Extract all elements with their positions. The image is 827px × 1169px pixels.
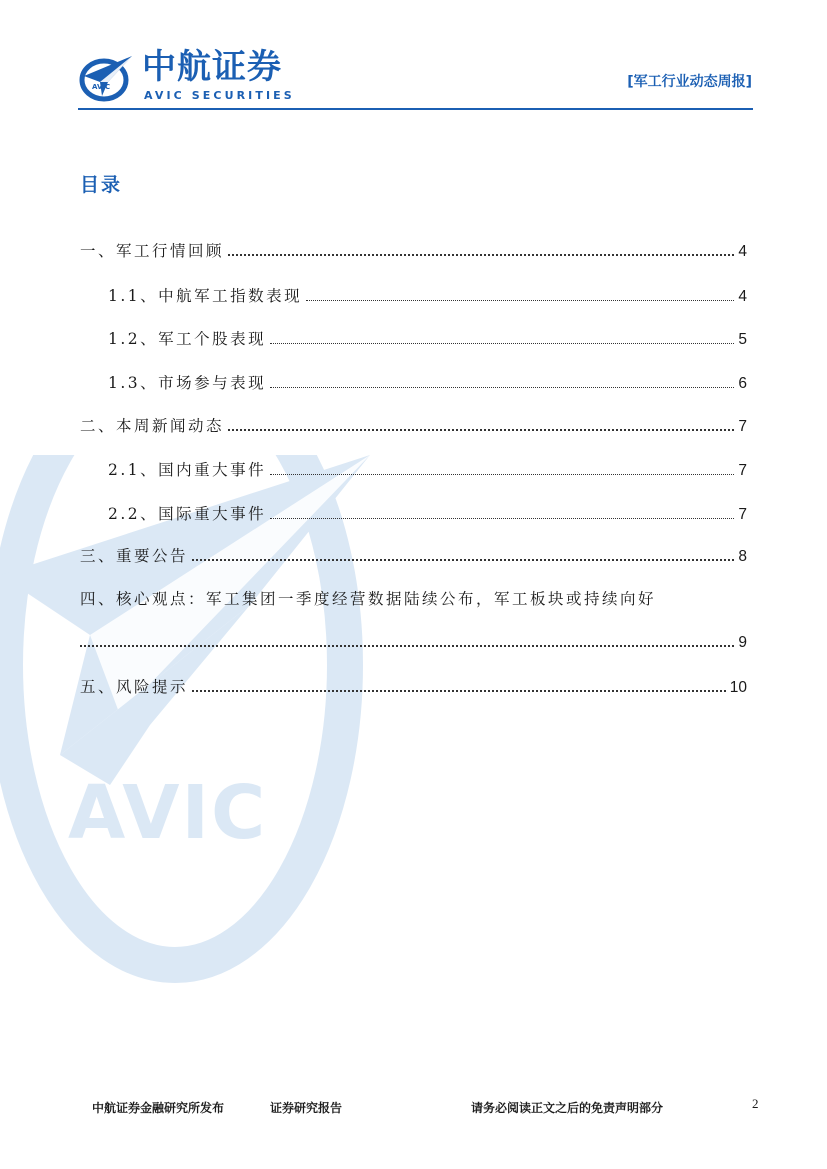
toc-leader — [270, 387, 734, 388]
toc-entry-label: 1.1、中航军工指数表现 — [108, 287, 303, 305]
toc-entry-label: 1.2、军工个股表现 — [108, 330, 267, 348]
header-divider — [78, 108, 753, 110]
footer-publisher: 中航证券金融研究所发布 — [92, 1101, 225, 1115]
toc-entry-page: 7 — [738, 418, 747, 435]
toc-entry[interactable] — [108, 459, 747, 482]
toc-title: 目录 — [80, 174, 123, 196]
toc-leader — [270, 518, 734, 519]
svg-text:AVIC: AVIC — [68, 770, 268, 856]
toc-entry[interactable] — [108, 372, 747, 395]
toc-entry-label: 一、军工行情回顾 — [80, 242, 225, 260]
toc-entry-label: 2.2、国际重大事件 — [108, 505, 267, 523]
logo-english-name: AVIC SECURITIES — [144, 89, 295, 102]
toc-entry-label: 五、风险提示 — [80, 678, 189, 696]
toc-entry-label: 1.3、市场参与表现 — [108, 374, 267, 392]
toc-entry[interactable] — [80, 240, 747, 263]
toc-leader — [270, 474, 734, 475]
toc-entry[interactable] — [108, 285, 747, 308]
toc-leader — [80, 645, 734, 647]
logo-chinese-name: 中航证券 — [142, 47, 282, 87]
toc-entry-label: 二、本周新闻动态 — [80, 417, 225, 435]
footer-doc-type: 证券研究报告 — [270, 1101, 343, 1115]
toc-entry-page: 10 — [729, 679, 747, 696]
toc-entry-page: 9 — [738, 634, 747, 651]
toc-entry-page: 5 — [738, 331, 747, 348]
toc-entry-page: 7 — [738, 462, 747, 479]
toc-leader — [192, 690, 726, 692]
toc-entry[interactable] — [108, 503, 747, 526]
toc-entry-continuation[interactable] — [80, 632, 747, 654]
toc-leader — [192, 559, 734, 561]
toc-entry[interactable] — [80, 676, 747, 699]
toc-entry-label: 2.1、国内重大事件 — [108, 461, 267, 479]
page-header — [0, 0, 827, 115]
toc-entry-label: 四、核心观点：军工集团一季度经营数据陆续公布，军工板块或持续向好 — [80, 590, 657, 608]
toc-leader — [270, 343, 734, 344]
toc-entry[interactable] — [80, 545, 747, 568]
toc-leader — [228, 254, 734, 256]
toc-entry-page: 6 — [738, 375, 747, 392]
toc-entry[interactable] — [80, 415, 747, 438]
toc-entry[interactable] — [80, 588, 747, 610]
toc-leader — [306, 300, 734, 301]
avic-logo-icon — [78, 52, 134, 102]
report-type-label: [军工行业动态周报] — [627, 74, 752, 90]
toc-leader — [228, 429, 734, 431]
toc-entry-page: 7 — [738, 506, 747, 523]
toc-entry-page: 8 — [738, 548, 747, 565]
avic-watermark-icon — [0, 455, 380, 985]
toc-entry-page: 4 — [738, 243, 747, 260]
svg-text:AVIC: AVIC — [92, 83, 111, 91]
toc-entry-label: 三、重要公告 — [80, 547, 189, 565]
page-number: 2 — [752, 1096, 759, 1111]
footer-disclaimer: 请务必阅读正文之后的免责声明部分 — [471, 1101, 664, 1115]
toc-entry[interactable] — [108, 328, 747, 351]
toc-entry-page: 4 — [738, 288, 747, 305]
